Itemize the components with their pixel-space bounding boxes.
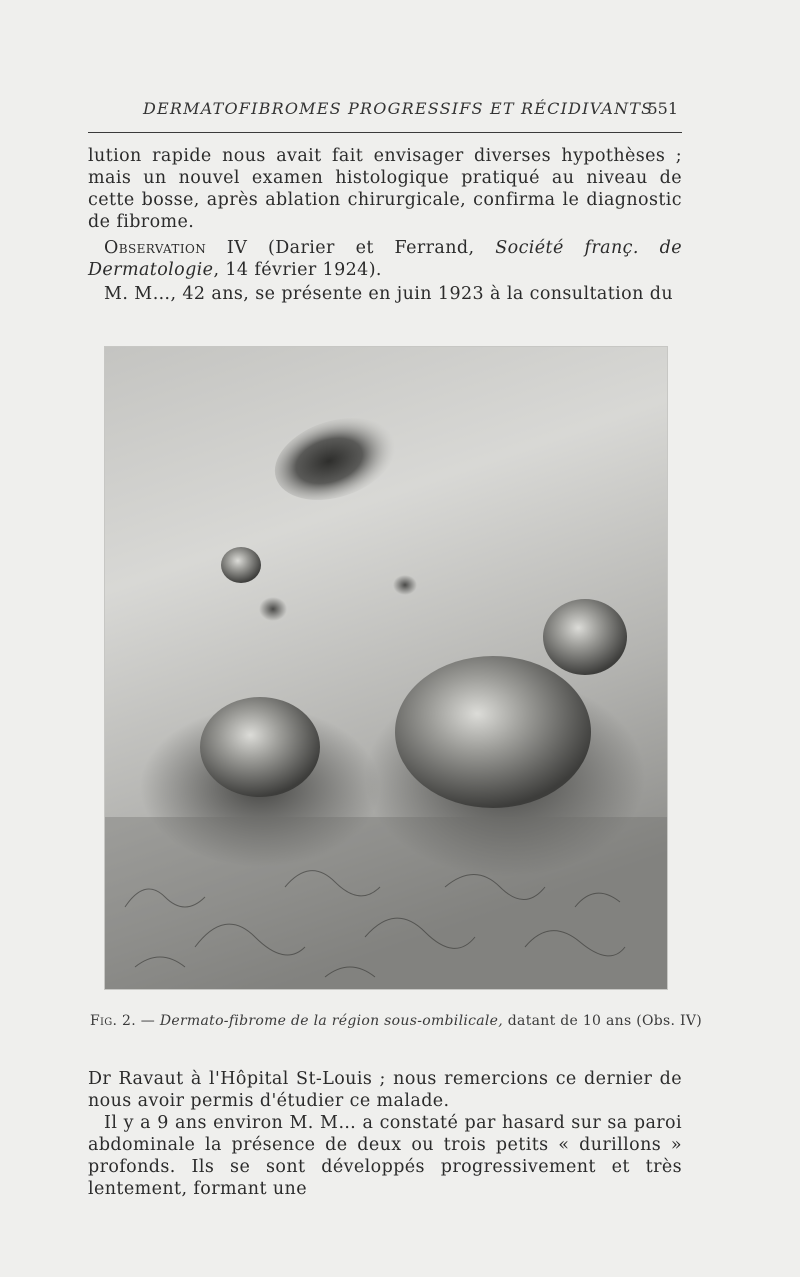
figure-duration: datant de 10 ans (Obs. IV) [503, 1013, 703, 1029]
observation-source-a: (Darier et Ferrand, [247, 238, 496, 258]
figure-description: Dermato-fibrome de la région sous-ombilicale, [159, 1013, 504, 1029]
clinical-photograph [104, 346, 668, 990]
running-title: DERMATOFIBROMES PROGRESSIFS ET RÉCIDIVANTS [143, 99, 654, 118]
observation-source-b: , 14 février 1924). [213, 260, 382, 280]
observation-label: Observation IV [104, 238, 248, 258]
caption-dash: — [136, 1013, 160, 1029]
header-rule [88, 132, 682, 133]
paragraph-text: Dr Ravaut à l'Hôpital St-Louis ; nous remercions ce dernier de nous avoir permis d'étudier ce malade. [88, 1069, 682, 1111]
paragraph-acknowledgement [88, 1068, 682, 1112]
figure-label: Fig. 2. [90, 1013, 137, 1029]
figure-caption [90, 1013, 703, 1029]
paragraph-history [88, 1112, 682, 1200]
paragraph-text: lution rapide nous avait fait envisager diverses hypothèses ; mais un nouvel examen histologique pratiqué au niveau de cette bosse, après ablation chirurgicale, confirma le diagnostic de fibrome. [88, 146, 682, 232]
running-header [88, 99, 682, 125]
page-number: 551 [647, 99, 678, 118]
paragraph-patient-intro [88, 283, 682, 305]
paragraph-text: M. M…, 42 ans, se présente en juin 1923 à la consultation du [104, 284, 674, 304]
observation-heading [88, 237, 682, 281]
paragraph-continuation [88, 145, 682, 233]
observation-journal: Société franç. de Dermatologie [88, 238, 682, 280]
paragraph-text: Il y a 9 ans environ M. M… a constaté par hasard sur sa paroi abdominale la présence de deux ou trois petits « durillons » profonds. Ils se sont développés progressivement et très lentement, formant une [88, 1113, 682, 1199]
photo-image [105, 347, 667, 989]
